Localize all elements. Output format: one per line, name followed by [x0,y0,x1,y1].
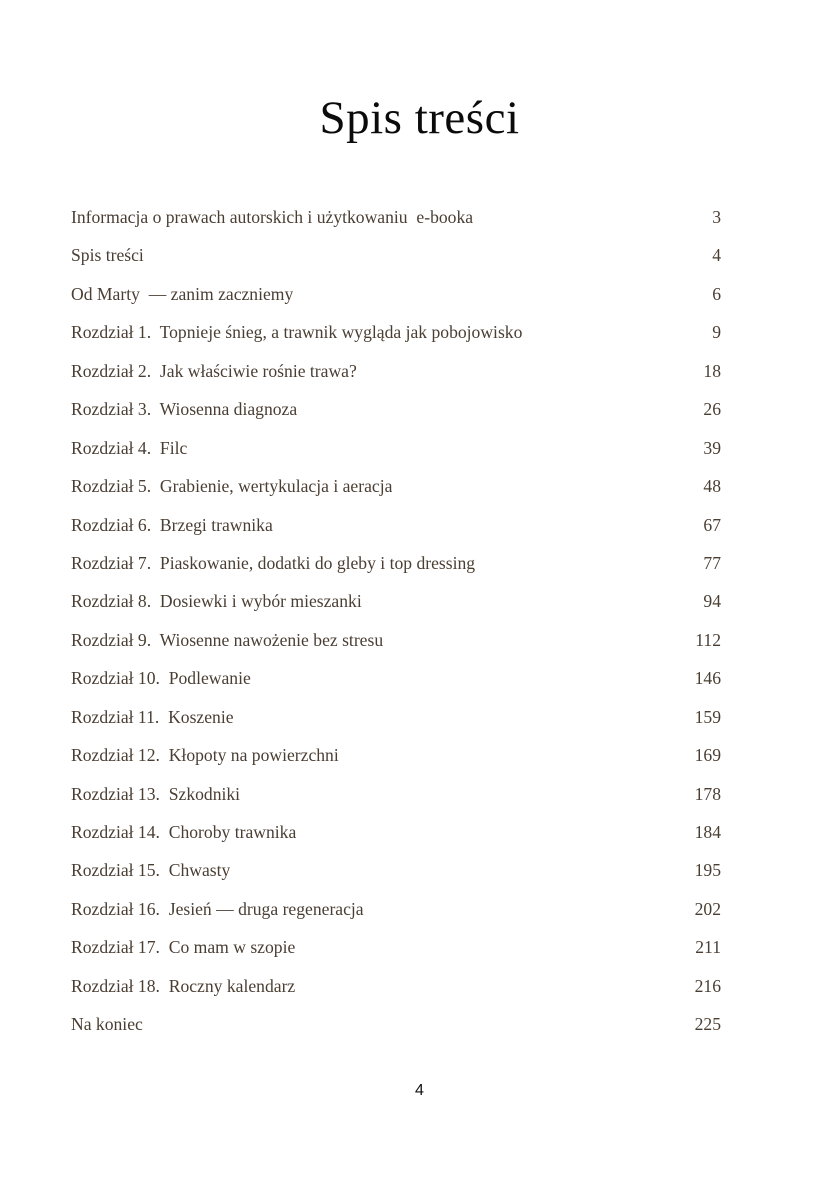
toc-entry[interactable] [71,698,721,736]
toc-entry[interactable] [71,813,721,851]
toc-entry-page-number: 9 [712,322,721,343]
toc-entry[interactable] [71,890,721,928]
toc-entry[interactable] [71,429,721,467]
toc-entry[interactable] [71,659,721,697]
toc-entry-title: Rozdział 17. Co mam w szopie [71,937,296,958]
toc-entry[interactable] [71,275,721,313]
toc-entry-page-number: 169 [694,745,721,766]
toc-entry-title: Spis treści [71,245,144,266]
toc-entry-page-number: 184 [694,822,721,842]
toc-entry-title: Na koniec [71,1014,143,1035]
toc-entry[interactable] [71,544,721,582]
toc-entry[interactable] [71,198,721,236]
toc-entry-title: Rozdział 2. Jak właściwie rośnie trawa? [71,360,357,381]
toc-entry-title: Rozdział 3. Wiosenna diagnoza [71,399,298,420]
toc-entry-page-number: 94 [703,591,721,612]
toc-entry[interactable] [71,352,721,390]
toc-entry-page-number: 48 [703,476,721,497]
toc-entry-title: Informacja o prawach autorskich i użytkowaniu e-booka [71,207,474,227]
toc-entry-page-number: 26 [703,399,721,420]
toc-entry-page-number: 112 [695,629,721,650]
toc-entry-title: Rozdział 13. Szkodniki [71,783,241,804]
toc-entry[interactable] [71,390,721,428]
toc-entry-page-number: 3 [712,207,721,227]
toc-entry[interactable] [71,506,721,544]
toc-entry[interactable] [71,1005,721,1043]
toc-entry-page-number: 18 [703,360,721,381]
toc-entry-title: Rozdział 1. Topnieje śnieg, a trawnik wygląda jak pobojowisko [71,322,523,343]
toc-entry-title: Rozdział 8. Dosiewki i wybór mieszanki [71,591,362,612]
toc-entry[interactable] [71,851,721,889]
toc-entry[interactable] [71,313,721,351]
toc-entry-page-number: 4 [712,245,721,266]
toc-entry-title: Rozdział 7. Piaskowanie, dodatki do gleby i top dressing [71,552,476,573]
toc-entry[interactable] [71,467,721,505]
toc-entry-page-number: 146 [694,668,721,689]
toc-entry[interactable] [71,967,721,1005]
toc-entry-page-number: 6 [712,283,721,304]
toc-entry[interactable] [71,236,721,274]
toc-entry-page-number: 211 [695,937,721,958]
toc-entry-title: Od Marty — zanim zaczniemy [71,283,294,304]
toc-entry-page-number: 178 [694,783,721,804]
toc-entry-title: Rozdział 9. Wiosenne nawożenie bez stresu [71,629,384,650]
toc-entry-title: Rozdział 18. Roczny kalendarz [71,975,296,996]
toc-entry-title: Rozdział 14. Choroby trawnika [71,822,297,842]
toc-entry-title: Rozdział 5. Grabienie, wertykulacja i aeracja [71,476,393,497]
toc-entry-page-number: 225 [694,1014,721,1035]
toc-entry-title: Rozdział 6. Brzegi trawnika [71,514,273,535]
toc-entry-page-number: 202 [694,898,721,919]
toc-entry[interactable] [71,928,721,966]
toc-entry-title: Rozdział 4. Filc [71,437,188,458]
toc-entry-title: Rozdział 10. Podlewanie [71,668,251,689]
toc-entry-page-number: 216 [694,975,721,996]
toc-entry[interactable] [71,736,721,774]
toc-entry-title: Rozdział 11. Koszenie [71,706,234,727]
toc-entry[interactable] [71,582,721,620]
toc-entry-page-number: 195 [694,860,721,881]
toc-entry-title: Rozdział 15. Chwasty [71,860,231,881]
toc-entry-title: Rozdział 16. Jesień — druga regeneracja [71,898,364,919]
toc-entry-page-number: 67 [703,514,721,535]
toc-entry-page-number: 77 [703,552,721,573]
toc-entry[interactable] [71,621,721,659]
table-of-contents [71,198,721,1044]
page-title: Spis treści [319,92,520,145]
toc-entry-title: Rozdział 12. Kłopoty na powierzchni [71,745,339,766]
toc-entry-page-number: 39 [703,437,721,458]
toc-entry[interactable] [71,775,721,813]
page-number-folio: 4 [415,1082,424,1099]
toc-entry-page-number: 159 [694,706,721,727]
